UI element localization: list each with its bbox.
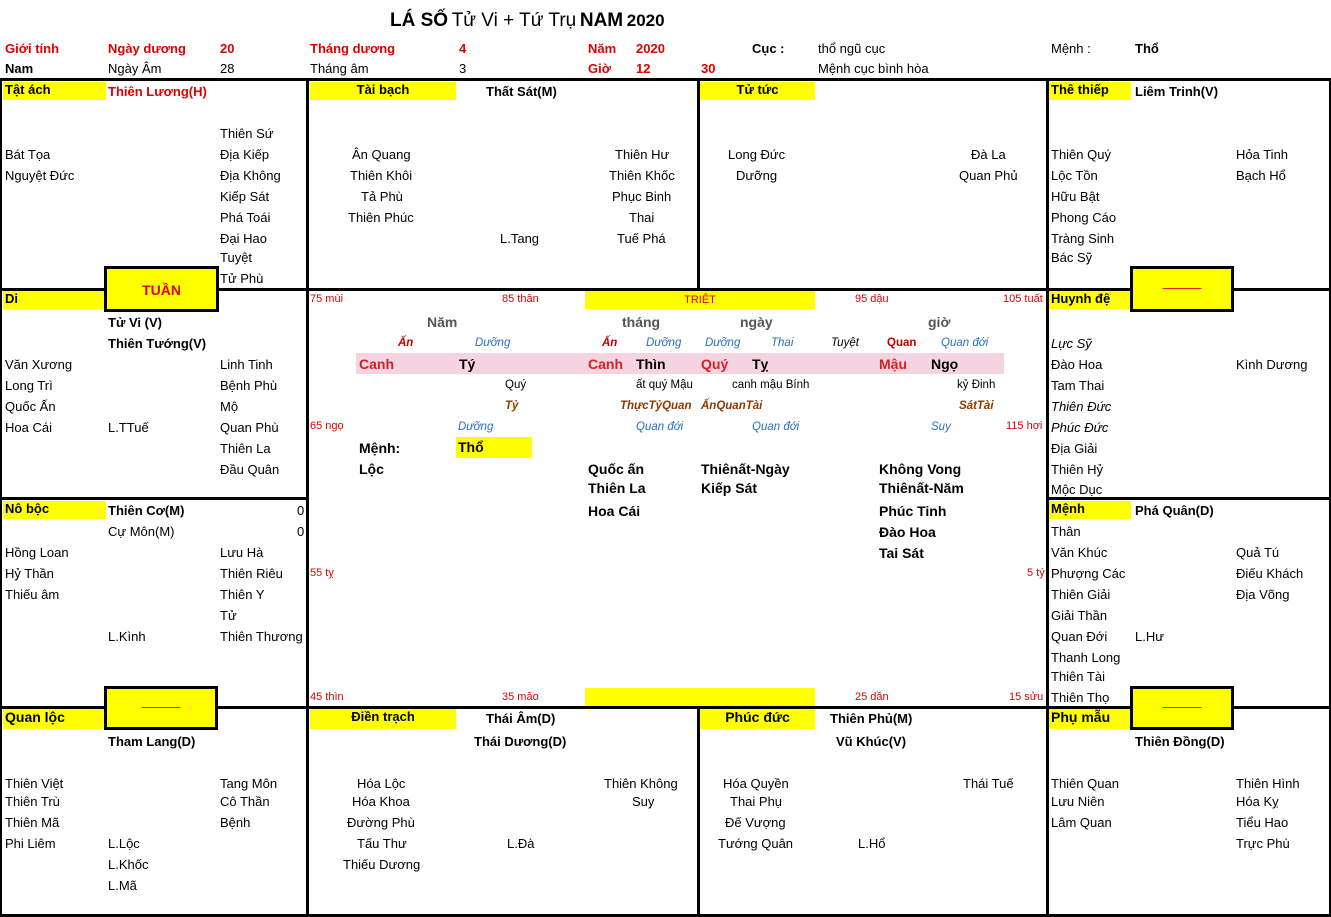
star: Tam Thai <box>1051 378 1105 393</box>
palace-no-boc-name: Nô bộc <box>3 501 106 519</box>
star: Nguyệt Đức <box>5 168 75 183</box>
star: Giải Thần <box>1051 608 1108 623</box>
age-label: 55 tỵ <box>310 567 334 579</box>
lunar-month-label: Tháng âm <box>310 61 369 76</box>
hidden-stems: Quý <box>505 379 527 391</box>
star: Quan Phù <box>220 420 279 435</box>
solar-month-label: Tháng dương <box>310 41 396 56</box>
life-stage: Suy <box>931 421 951 433</box>
star: Dưỡng <box>736 168 778 183</box>
age-label: 25 dần <box>855 691 889 703</box>
palace-dien-trach-main-star-2: Thái Dương(D) <box>474 734 567 749</box>
can-chi-year-branch: Tý <box>459 356 476 372</box>
star: Thiên Trù <box>5 794 60 809</box>
palace-di-main-star-2: Thiên Tướng(V) <box>108 336 207 351</box>
ten-god: ThựcTỷQuan <box>620 400 692 412</box>
star: Phong Cáo <box>1051 210 1117 225</box>
star: Linh Tinh <box>220 357 273 372</box>
star: Thiên Hỷ <box>1051 462 1104 477</box>
star: Bệnh Phù <box>220 378 278 393</box>
triet-bar-bottom <box>585 688 815 706</box>
star: Phượng Các <box>1051 566 1126 581</box>
age-label: 5 tý <box>1027 567 1045 579</box>
age-label: 35 mão <box>502 691 539 703</box>
star: Đà La <box>971 147 1006 162</box>
star: Hóa Khoa <box>352 794 410 809</box>
star: Thiên Phúc <box>348 210 414 225</box>
star: Thiên Mã <box>5 815 60 830</box>
star: Thiên Tài <box>1051 669 1105 684</box>
star: Thiên Sứ <box>220 126 274 141</box>
palace-tai-bach-main-star: Thất Sát(M) <box>486 84 557 99</box>
star: Địa Giải <box>1051 441 1098 456</box>
age-label: 15 sửu <box>1009 691 1044 703</box>
star: Đế Vượng <box>725 815 786 830</box>
star: Thiên La <box>220 441 271 456</box>
palace-tat-ach-name: Tật ách <box>3 82 106 100</box>
star: L.Đà <box>507 836 535 851</box>
star: L.Kình <box>108 629 146 644</box>
grid-line-h2-left <box>0 497 308 500</box>
pillar-top-label: Ấn <box>602 337 618 349</box>
star: Quan Đới <box>1051 629 1108 644</box>
star: Long Đức <box>728 147 786 162</box>
dash-box: ——— <box>1130 686 1234 730</box>
star: Hóa Quyền <box>723 776 789 791</box>
age-label: 45 thìn <box>310 691 344 703</box>
star: Thiên Thương <box>220 629 303 644</box>
palace-menh-name: Mệnh <box>1049 501 1131 519</box>
menh-cuc-value: Mệnh cục bình hòa <box>818 61 929 76</box>
hidden-stems: kỷ Đinh <box>957 379 996 391</box>
star: Lực Sỹ <box>1051 336 1092 351</box>
palace-quan-loc-name: Quan lộc <box>3 709 106 729</box>
triet-bar <box>585 291 815 309</box>
zero-value: 0 <box>297 503 305 518</box>
palace-the-thiep-main-star: Liêm Trinh(V) <box>1135 84 1219 99</box>
palace-tat-ach-main-star: Thiên Lương(H) <box>108 84 207 99</box>
star: Thái Tuế <box>963 776 1014 791</box>
palace-phuc-duc-main-star-2: Vũ Khúc(V) <box>836 734 907 749</box>
star: Đại Hao <box>220 231 267 246</box>
can-chi-hour-stem: Mậu <box>879 356 907 372</box>
star: Hoa Cái <box>5 420 52 435</box>
title-part-c: NAM <box>579 10 624 31</box>
star: L.Lộc <box>108 836 140 851</box>
palace-di-name: Di <box>3 291 106 309</box>
star: Địa Kiếp <box>220 147 270 162</box>
pillar-top-label: Dưỡng <box>475 337 511 349</box>
star: Tấu Thư <box>357 836 407 851</box>
star: Bác Sỹ <box>1051 250 1093 265</box>
center-star: Tai Sát <box>879 545 924 561</box>
star: Hóa Lộc <box>357 776 406 791</box>
star: Kiếp Sát <box>220 189 270 204</box>
center-star: Hoa Cái <box>588 503 641 519</box>
solar-month-value: 4 <box>459 41 467 56</box>
grid-line-v2-bottom <box>697 707 700 917</box>
star: Mộ <box>220 399 239 414</box>
tuan-box: TUẦN <box>104 266 219 312</box>
star: L.Mã <box>108 878 137 893</box>
center-menh-label: Mệnh: <box>359 440 401 456</box>
star: Tuế Phá <box>617 231 666 246</box>
star: Quốc Ấn <box>5 399 56 414</box>
star: Hỷ Thần <box>5 566 54 581</box>
center-star: Không Vong <box>879 461 962 477</box>
age-label: 65 ngọ <box>310 420 344 432</box>
age-label: 75 mùi <box>310 293 344 305</box>
menh-value: Thổ <box>1135 41 1159 56</box>
star: Thiên Khốc <box>609 168 675 183</box>
star: Đầu Quân <box>220 462 280 477</box>
triet-label: TRIỆT <box>684 294 716 306</box>
star: Tuyệt <box>220 250 253 265</box>
dash-box: ——— <box>104 686 218 730</box>
star: Thiên Hư <box>615 147 670 162</box>
palace-dien-trach-name: Điền trạch <box>310 709 456 729</box>
star: Văn Xương <box>5 357 73 372</box>
star: Thiên Không <box>604 776 678 791</box>
pillar-top-label: Quan đới <box>941 337 989 349</box>
star: Thai Phụ <box>730 794 783 809</box>
star: Thiên Giải <box>1051 587 1111 602</box>
star: Bệnh <box>220 815 251 830</box>
chart-title <box>390 10 665 32</box>
star: Bạch Hổ <box>1236 168 1286 183</box>
palace-no-boc-main-star-2: Cự Môn(M) <box>108 524 175 539</box>
star: Suy <box>632 794 655 809</box>
pillar-top-label: Tuyệt <box>831 337 859 349</box>
cuc-label: Cục : <box>752 41 785 56</box>
star: Mộc Dục <box>1051 482 1103 497</box>
star: Đường Phù <box>347 815 415 830</box>
pillar-header-day: ngày <box>740 314 773 330</box>
star: Lộc Tồn <box>1051 168 1098 183</box>
ten-god: Tỷ <box>505 400 519 412</box>
dash-box: ——— <box>1130 266 1234 312</box>
star: Thai <box>629 210 655 225</box>
can-chi-day-branch: Tỵ <box>752 356 769 372</box>
star: Hữu Bật <box>1051 189 1100 204</box>
can-chi-day-stem: Quý <box>701 356 729 372</box>
star: Trực Phù <box>1236 836 1290 851</box>
star: Tử <box>220 608 237 623</box>
pillar-header-month: tháng <box>622 314 661 330</box>
palace-dien-trach-main-star-1: Thái Âm(D) <box>486 711 556 726</box>
star: L.TTuế <box>108 420 149 435</box>
pillar-top-label: Quan <box>887 337 917 349</box>
center-star: Đào Hoa <box>879 524 936 540</box>
pillar-top-label: Dưỡng <box>705 337 741 349</box>
age-label: 95 dậu <box>855 293 889 305</box>
palace-phu-mau-main-star: Thiên Đồng(D) <box>1135 734 1225 749</box>
center-star: Thiênất-Ngày <box>701 461 790 477</box>
star: L.Tang <box>500 231 540 246</box>
year-value: 2020 <box>636 41 665 56</box>
star: Cô Thần <box>220 794 270 809</box>
palace-tu-tuc-name: Tử tức <box>700 82 815 100</box>
palace-menh-main-star: Phá Quân(D) <box>1135 503 1214 518</box>
star: Thiên Quý <box>1051 147 1111 162</box>
star: Đào Hoa <box>1051 357 1103 372</box>
grid-line-v2-top <box>697 78 700 290</box>
grid-line-h2-right <box>1046 497 1331 500</box>
star: Phi Liêm <box>5 836 56 851</box>
star: Long Trì <box>5 378 53 393</box>
life-stage: Quan đới <box>752 421 800 433</box>
age-label: 85 thân <box>502 293 539 305</box>
star: Lâm Quan <box>1051 815 1112 830</box>
center-loc: Lộc <box>359 461 384 477</box>
year-label: Năm <box>588 41 617 56</box>
title-year: 2020 <box>626 11 665 30</box>
pillar-top-label: Ấn <box>398 337 414 349</box>
lunar-day-value: 28 <box>220 61 235 76</box>
palace-huynh-de-name: Huynh đệ <box>1049 291 1131 309</box>
star: Hóa Kỵ <box>1236 794 1279 809</box>
star: Địa Võng <box>1236 587 1290 602</box>
cuc-value: thổ ngũ cục <box>818 41 886 56</box>
star: Quả Tú <box>1236 545 1280 560</box>
palace-phu-mau-name: Phụ mẫu <box>1049 709 1131 729</box>
star: Tả Phù <box>361 189 403 204</box>
pillar-top-label: Thai <box>771 337 794 349</box>
star: Lưu Niên <box>1051 794 1105 809</box>
star: Thiên Hình <box>1236 776 1300 791</box>
palace-quan-loc-main-star: Tham Lang(D) <box>108 734 196 749</box>
star: Thiếu Dương <box>343 857 421 872</box>
lunar-day-label: Ngày Âm <box>108 61 162 76</box>
grid-line-top <box>0 78 1331 81</box>
palace-tai-bach-name: Tài bạch <box>310 82 456 100</box>
life-stage: Quan đới <box>636 421 684 433</box>
minute-value: 30 <box>701 61 716 76</box>
ten-god: SátTài <box>959 400 994 412</box>
star: Lưu Hà <box>220 545 264 560</box>
center-star: Kiếp Sát <box>701 480 758 496</box>
life-stage: Dưỡng <box>458 421 494 433</box>
hour-value: 12 <box>636 61 651 76</box>
star: Thiên Riêu <box>220 566 283 581</box>
solar-day-label: Ngày dương <box>108 41 186 56</box>
star: Thiên Quan <box>1051 776 1119 791</box>
can-chi-month-stem: Canh <box>588 356 623 372</box>
center-menh-value: Thổ <box>456 437 532 458</box>
star: Thiên Khôi <box>350 168 413 183</box>
star: Phục Binh <box>612 189 672 204</box>
lunar-month-value: 3 <box>459 61 467 76</box>
star: Phúc Đức <box>1051 420 1109 435</box>
center-star: Phúc Tinh <box>879 503 947 519</box>
star: Kình Dương <box>1236 357 1308 372</box>
pillar-top-label: Dưỡng <box>646 337 682 349</box>
star: Tang Môn <box>220 776 278 791</box>
star: Tiểu Hao <box>1236 815 1289 830</box>
palace-the-thiep-name: Thê thiếp <box>1049 82 1131 100</box>
star: Địa Không <box>220 168 281 183</box>
star: Tướng Quân <box>718 836 794 851</box>
star: Thanh Long <box>1051 650 1121 665</box>
star: Tử Phù <box>220 271 264 286</box>
can-chi-year-stem: Canh <box>359 356 394 372</box>
hidden-stems: ất quý Mậu <box>636 379 693 391</box>
age-label: 105 tuất <box>1003 293 1043 305</box>
star: Thiên Thọ <box>1051 690 1110 705</box>
can-chi-month-branch: Thìn <box>636 356 666 372</box>
star: Hồng Loan <box>5 545 69 560</box>
title-part-a: LÁ SỐ <box>390 10 449 31</box>
star: Văn Khúc <box>1051 545 1108 560</box>
star: L.Hổ <box>858 836 886 851</box>
star: L.Khốc <box>108 857 149 872</box>
menh-label: Mệnh : <box>1051 41 1091 56</box>
star: Quan Phủ <box>959 168 1018 183</box>
center-star: Thiên La <box>588 480 646 496</box>
can-chi-hour-branch: Ngọ <box>931 356 959 372</box>
palace-di-main-star-1: Tử Vi (V) <box>108 315 162 330</box>
star: Thiên Y <box>220 587 265 602</box>
star: Phá Toái <box>220 210 271 225</box>
gender-label: Giới tính <box>5 41 60 56</box>
ten-god: ẤnQuanTài <box>701 400 763 412</box>
hour-label: Giờ <box>588 61 611 76</box>
title-part-b: Tử Vi + Tứ Trụ <box>451 10 577 31</box>
solar-day-value: 20 <box>220 41 235 56</box>
age-label: 115 hợi <box>1006 420 1043 432</box>
star: Tràng Sinh <box>1051 231 1115 246</box>
pillar-header-year: Năm <box>427 314 458 330</box>
star: Điếu Khách <box>1236 566 1304 581</box>
star: Thiếu âm <box>5 587 60 602</box>
star: Thiên Việt <box>5 776 64 791</box>
hidden-stems: canh mậu Bính <box>732 379 810 391</box>
center-star: Quốc ấn <box>588 461 645 477</box>
palace-phuc-duc-main-star-1: Thiên Phủ(M) <box>830 711 913 726</box>
palace-phuc-duc-name: Phúc đức <box>700 709 815 729</box>
pillar-header-hour: giờ <box>928 314 951 330</box>
star: Hỏa Tinh <box>1236 147 1289 162</box>
star: L.Hư <box>1135 629 1164 644</box>
star: Ân Quang <box>352 147 411 162</box>
star: Bát Tọa <box>5 147 51 162</box>
star: Thân <box>1051 524 1081 539</box>
palace-no-boc-main-star-1: Thiên Cơ(M) <box>108 503 185 518</box>
star: Thiên Đức <box>1051 399 1112 414</box>
gender-value: Nam <box>5 61 34 76</box>
zero-value: 0 <box>297 524 305 539</box>
center-star: Thiênất-Năm <box>879 480 964 496</box>
